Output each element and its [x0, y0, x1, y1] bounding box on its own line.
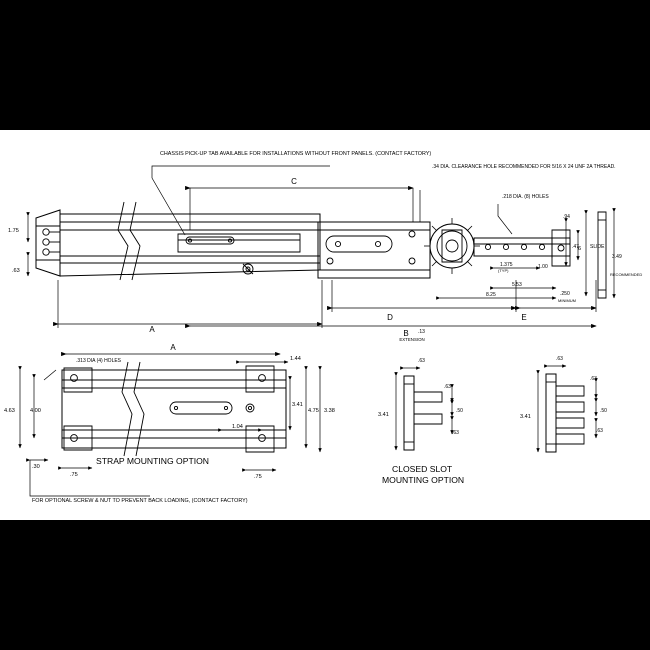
dim-63-left: .63 [12, 268, 20, 274]
label-slide: SLIDE [590, 244, 605, 250]
dim-250: .250 [560, 291, 570, 297]
dim-3-41-closed: 3.41 [378, 412, 389, 418]
title-closed-slot-1: CLOSED SLOT [392, 464, 453, 474]
note-218-dia-holes: .218 DIA. (8) HOLES [502, 194, 549, 200]
dim-1-44: 1.44 [290, 356, 301, 362]
drawing-canvas [0, 130, 650, 520]
dim-1-375: 1.375 [500, 262, 513, 268]
dim-c: C [291, 177, 297, 186]
dim-63-right-b: .63 [596, 428, 603, 434]
dim-50-closed: .50 [456, 408, 463, 414]
dim-63-closed-a: .63 [444, 384, 451, 390]
dim-b-extra: .13 [418, 329, 425, 335]
dim-4-00: 4.00 [30, 408, 41, 414]
dim-63-right-top: .63 [556, 356, 563, 362]
dim-4-63: 4.63 [4, 408, 15, 414]
dim-3-49: 3.49 [612, 254, 622, 260]
dim-75-b: .75 [254, 474, 262, 480]
title-strap-mounting: STRAP MOUNTING OPTION [96, 456, 209, 466]
dim-b: B [403, 329, 409, 338]
dim-3-38: 3.38 [324, 408, 335, 414]
dim-a-bottom: A [170, 343, 176, 352]
dim-30: .30 [32, 464, 40, 470]
dim-63-right-a: .63 [590, 376, 597, 382]
dim-4-75: 4.75 [308, 408, 319, 414]
dim-6: 6 [578, 246, 582, 252]
dim-3-41-strap: 3.41 [292, 402, 303, 408]
technical-drawing-svg [0, 130, 650, 520]
dim-50-right: .50 [600, 408, 607, 414]
dim-1-04: 1.04 [232, 424, 243, 430]
dim-a-top: A [149, 325, 155, 334]
dim-8-25: 8.25 [486, 292, 496, 298]
dim-63-closed-top: .63 [418, 358, 425, 364]
dim-5-53: 5.53 [512, 282, 522, 288]
note-clearance-hole: .34 DIA. CLEARANCE HOLE RECOMMENDED FOR 5/16 X 24 UNF 2A THREAD. [432, 164, 616, 170]
label-extension: EXTENSION [399, 337, 425, 342]
dim-d: D [387, 313, 393, 322]
main-assembly-view [20, 166, 614, 496]
note-optional-screw-line: FOR OPTIONAL SCREW & NUT TO PREVENT BACK LOADING, (CONTACT FACTORY) [32, 498, 248, 504]
dim-1-00: 1.00 [538, 264, 548, 270]
dim-47: .47 [572, 244, 579, 250]
dim-3-41-right: 3.41 [520, 414, 531, 420]
dim-1-75: 1.75 [8, 228, 19, 234]
dim-75-a: .75 [70, 472, 78, 478]
label-minimum: MINIMUM [558, 298, 576, 303]
note-chassis-tab-line1: CHASSIS PICK-UP TAB AVAILABLE FOR INSTALLATIONS WITHOUT FRONT PANELS. (CONTACT FACTORY) [160, 151, 432, 157]
dim-63-closed-b: .63 [452, 430, 459, 436]
dim-94: .94 [563, 214, 570, 220]
label-recommended-right: RECOMMENDED [610, 272, 643, 277]
label-typ: (TYP) [498, 268, 509, 273]
dim-e: E [521, 313, 527, 322]
title-closed-slot-2: MOUNTING OPTION [382, 475, 465, 485]
note-313-dia-holes: .313 DIA (4) HOLES [76, 358, 122, 364]
